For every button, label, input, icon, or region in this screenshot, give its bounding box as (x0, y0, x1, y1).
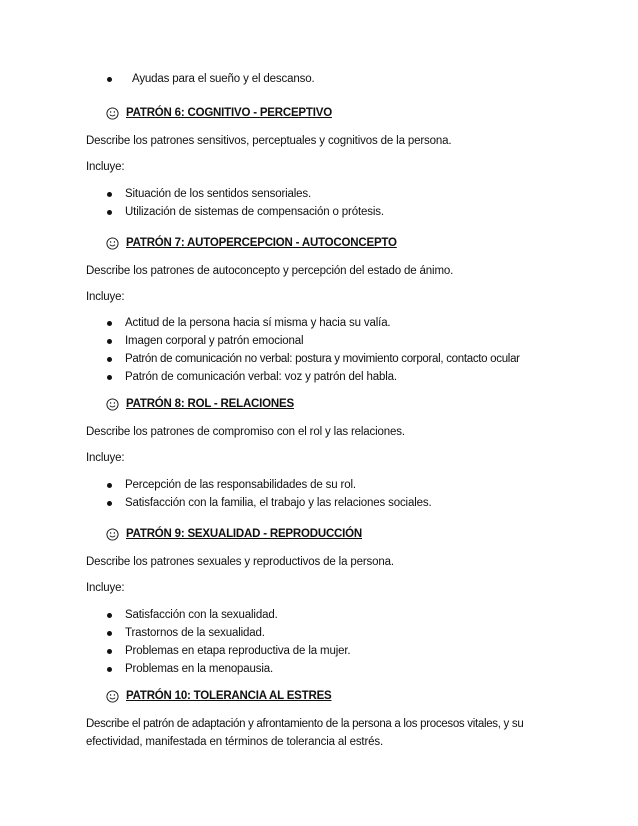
section-heading: PATRÓN 6: COGNITIVO - PERCEPTIVO (126, 107, 332, 119)
section-description: Describe los patrones sexuales y reproductivos de la persona. (86, 556, 394, 568)
bullet-icon (107, 192, 112, 197)
section-description: Describe los patrones de autoconcepto y percepción del estado de ánimo. (86, 265, 454, 277)
includes-label: Incluye: (86, 452, 125, 464)
bullet-icon (107, 483, 112, 488)
bullet-icon (107, 321, 112, 326)
section-heading: PATRÓN 7: AUTOPERCEPCION - AUTOCONCEPTO (126, 237, 397, 249)
list-item: Actitud de la persona hacia sí misma y hacia su valía. (125, 317, 391, 329)
bullet-icon (107, 667, 112, 672)
list-item: Trastornos de la sexualidad. (125, 627, 265, 639)
section-description: Describe el patrón de adaptación y afrontamiento de la persona a los procesos vitales, y su (86, 718, 524, 730)
bullet-icon (107, 77, 112, 82)
bullet-icon (107, 649, 112, 654)
list-item: Patrón de comunicación verbal: voz y patrón del habla. (125, 371, 397, 383)
bullet-icon (107, 501, 112, 506)
list-item: Problemas en etapa reproductiva de la mujer. (125, 645, 351, 657)
bullet-icon (107, 210, 112, 215)
includes-label: Incluye: (86, 291, 125, 303)
smiley-icon (106, 237, 119, 250)
section-description: Describe los patrones de compromiso con el rol y las relaciones. (86, 426, 405, 438)
list-item: Percepción de las responsabilidades de su rol. (125, 479, 356, 491)
list-item: Satisfacción con la sexualidad. (125, 609, 278, 621)
list-item: Ayudas para el sueño y el descanso. (132, 73, 315, 85)
section-description: Describe los patrones sensitivos, perceptuales y cognitivos de la persona. (86, 135, 452, 147)
bullet-icon (107, 339, 112, 344)
section-heading: PATRÓN 9: SEXUALIDAD - REPRODUCCIÓN (126, 528, 362, 540)
section-description: efectividad, manifestada en términos de tolerancia al estrés. (86, 736, 384, 748)
bullet-icon (107, 375, 112, 380)
list-item: Imagen corporal y patrón emocional (125, 335, 304, 347)
includes-label: Incluye: (86, 582, 125, 594)
bullet-icon (107, 613, 112, 618)
section-heading: PATRÓN 10: TOLERANCIA AL ESTRES (126, 690, 332, 702)
list-item: Patrón de comunicación no verbal: postura y movimiento corporal, contacto ocular (125, 353, 520, 365)
bullet-icon (107, 357, 112, 362)
includes-label: Incluye: (86, 161, 125, 173)
bullet-icon (107, 631, 112, 636)
section-heading: PATRÓN 8: ROL - RELACIONES (126, 398, 294, 410)
smiley-icon (106, 528, 119, 541)
smiley-icon (106, 690, 119, 703)
smiley-icon (106, 398, 119, 411)
list-item: Problemas en la menopausia. (125, 663, 274, 675)
list-item: Satisfacción con la familia, el trabajo y las relaciones sociales. (125, 497, 432, 509)
list-item: Utilización de sistemas de compensación o prótesis. (125, 206, 384, 218)
list-item: Situación de los sentidos sensoriales. (125, 188, 312, 200)
smiley-icon (106, 107, 119, 120)
